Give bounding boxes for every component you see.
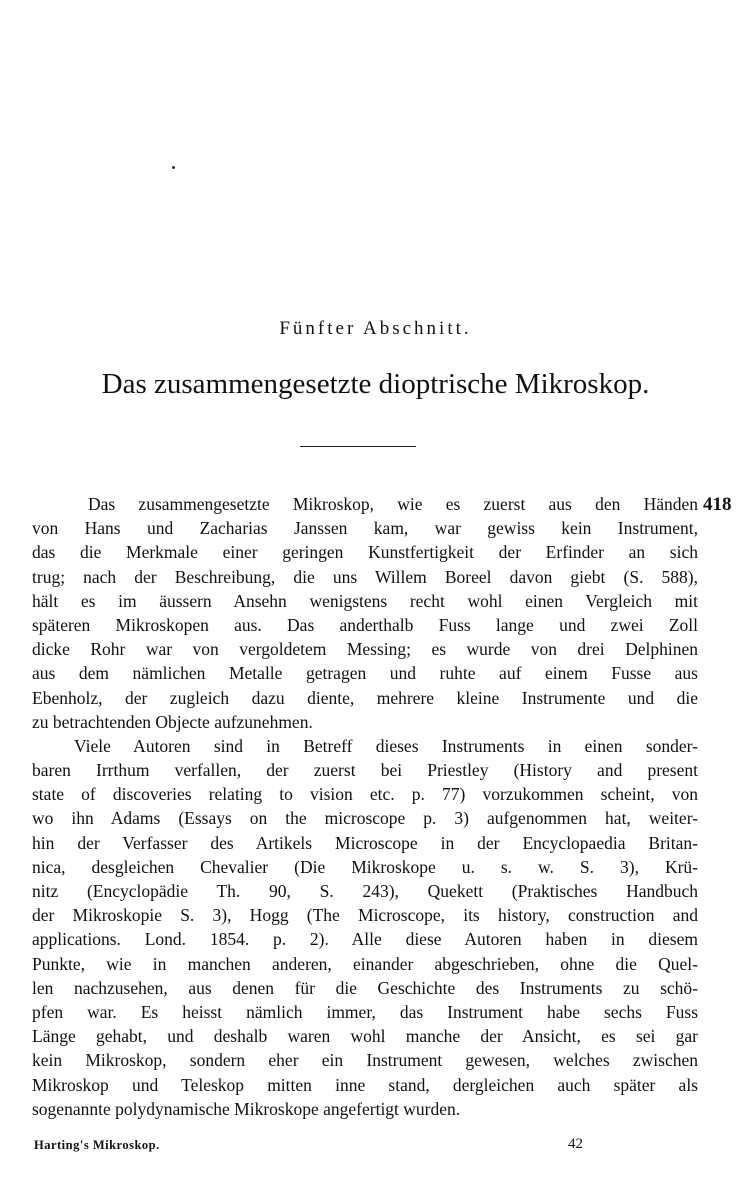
text-line: nica, desgleichen Chevalier (Die Mikroskope u. s. w. S. 3), Krü- <box>32 856 698 877</box>
text-line: trug; nach der Beschreibung, die uns Willem Boreel davon giebt (S. 588), <box>32 566 698 587</box>
footer-signature: Harting's Mikroskop. <box>34 1138 160 1152</box>
text-line: der Mikroskopie S. 3), Hogg (The Microscope, its history, construction and <box>32 905 698 926</box>
text-line: kein Mikroskop, sondern eher ein Instrument gewesen, welches zwischen <box>32 1050 698 1071</box>
text-line: pfen war. Es heisst nämlich immer, das Instrument habe sechs Fuss <box>32 1001 698 1022</box>
text-line: Viele Autoren sind in Betreff dieses Instruments in einen sonder- <box>74 735 698 756</box>
text-line: das die Merkmale einer geringen Kunstfertigkeit der Erfinder an sich <box>32 542 698 563</box>
text-line: Das zusammengesetzte Mikroskop, wie es zuerst aus den Händen <box>88 494 698 514</box>
chapter-title: Das zusammengesetzte dioptrische Mikroskop. <box>101 368 650 400</box>
margin-number: 418 <box>703 494 732 515</box>
text-line: zu betrachtenden Objecte aufzunehmen. <box>32 711 313 732</box>
title-rule <box>300 446 416 447</box>
text-line: aus dem nämlichen Metalle getragen und ruhte auf einem Fusse aus <box>32 663 698 684</box>
text-line: len nachzusehen, aus denen für die Geschichte des Instruments zu schö- <box>32 977 698 998</box>
text-line: Länge gehabt, und deshalb waren wohl manche der Ansicht, es sei gar <box>32 1026 698 1047</box>
text-line: applications. Lond. 1854. p. 2). Alle diese Autoren haben in diesem <box>32 929 698 950</box>
text-line: Ebenholz, der zugleich dazu diente, mehrere kleine Instrumente und die <box>32 687 698 708</box>
text-line: Punkte, wie in manchen anderen, einander abgeschrieben, ohne die Quel- <box>32 953 698 974</box>
text-line: Mikroskop und Teleskop mitten inne stand, dergleichen auch später als <box>32 1074 698 1095</box>
text-line: hin der Verfasser des Artikels Microscope in der Encyclopaedia Britan- <box>32 832 698 853</box>
text-line: dicke Rohr war von vergoldetem Messing; es wurde von drei Delphinen <box>32 639 698 660</box>
text-line: state of discoveries relating to vision etc. p. 77) vorzukommen scheint, von <box>32 784 698 805</box>
body-text <box>32 492 698 1121</box>
text-line: nitz (Encyclopädie Th. 90, S. 243), Quekett (Praktisches Handbuch <box>32 881 698 901</box>
text-line: sogenannte polydynamische Mikroskope angefertigt wurden. <box>32 1098 461 1119</box>
speck-mark <box>172 166 175 169</box>
text-line: baren Irrthum verfallen, der zuerst bei Priestley (History and present <box>32 760 698 781</box>
text-line: späteren Mikroskopen aus. Das anderthalb Fuss lange und zwei Zoll <box>32 614 698 635</box>
text-line: wo ihn Adams (Essays on the microscope p. 3) aufgenommen hat, weiter- <box>32 808 698 829</box>
text-line: hält es im äussern Ansehn wenigstens recht wohl einen Vergleich mit <box>32 590 698 611</box>
section-label: Fünfter Abschnitt. <box>279 318 472 339</box>
footer-sheet-number: 42 <box>568 1136 583 1152</box>
text-line: von Hans und Zacharias Janssen kam, war gewiss kein Instrument, <box>32 518 698 539</box>
